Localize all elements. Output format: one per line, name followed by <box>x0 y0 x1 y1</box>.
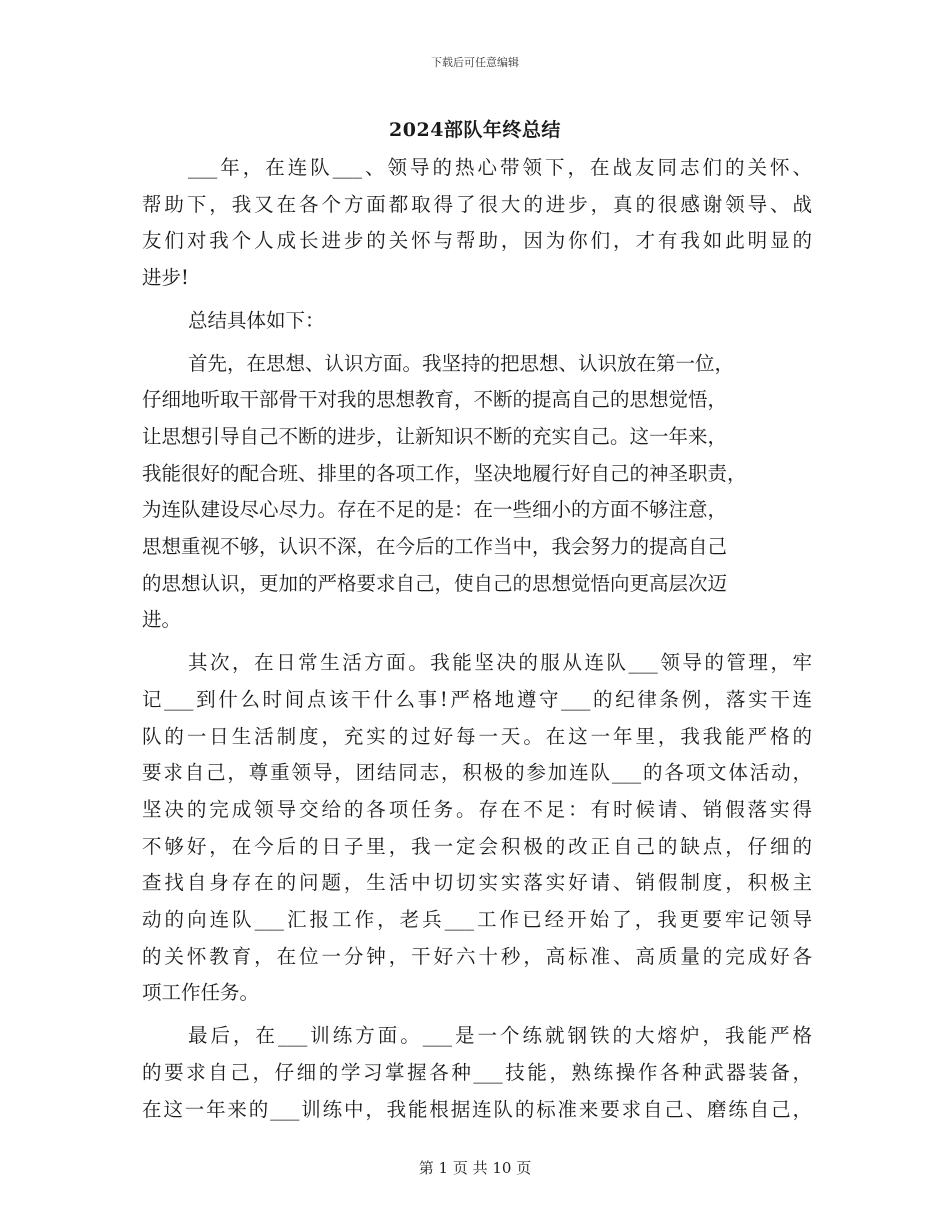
text-line: 为连队建设尽心尽力。存在不足的是：在一些细小的方面不够注意， <box>142 498 728 522</box>
text-line: 的要求自己，仔细的学习掌握各种___技能，熟练操作各种武器装备， <box>142 1060 812 1084</box>
text-line: 仔细地听取干部骨干对我的思想教育，不断的提高自己的思想觉悟， <box>142 388 728 412</box>
paragraph <box>142 303 812 340</box>
document-title: 2024部队年终总结 <box>389 119 561 141</box>
text-line: 动的向连队___汇报工作，老兵___工作已经开始了，我更要牢记领导 <box>142 908 812 932</box>
text-line: 在这一年来的___训练中，我能根据连队的标准来要求自己、磨练自己， <box>142 1097 812 1121</box>
paragraph <box>142 1018 812 1128</box>
paragraph <box>142 150 812 297</box>
text-line: 进。 <box>142 608 182 632</box>
text-line: ___年，在连队___、领导的热心带领下，在战友同志们的关怀、 <box>188 156 812 179</box>
text-line: 我能很好的配合班、排里的各项工作，坚决地履行好自己的神圣职责， <box>142 461 747 485</box>
text-line: 其次，在日常生活方面。我能坚决的服从连队___领导的管理，牢 <box>188 651 812 675</box>
text-line: 记___到什么时间点该干什么事!严格地遵守___的纪律条例，落实干连 <box>142 687 812 711</box>
text-line: 思想重视不够，认识不深，在今后的工作当中，我会努力的提高自己 <box>142 535 728 559</box>
text-line: 帮助下，我又在各个方面都取得了很大的进步，真的很感谢领导、战 <box>142 192 812 216</box>
text-line: 查找自身存在的问题，生活中切切实实落实好请、销假制度，积极主 <box>142 871 812 895</box>
text-line: 队的一日生活制度，充实的过好每一天。在这一年里，我我能严格的 <box>142 724 812 748</box>
text-line: 友们对我个人成长进步的关怀与帮助，因为你们，才有我如此明显的 <box>142 229 812 253</box>
text-line: 的思想认识，更加的严格要求自己，使自己的思想觉悟向更高层次迈 <box>142 571 728 595</box>
text-line: 坚决的完成领导交给的各项任务。存在不足：有时候请、销假落实得 <box>142 797 812 821</box>
paragraph <box>142 346 812 640</box>
page-header-note: 下载后可任意编辑 <box>431 56 519 69</box>
paragraph <box>142 645 812 1012</box>
text-line: 项工作任务。 <box>142 981 260 1005</box>
text-line: 最后，在___训练方面。___是一个练就钢铁的大熔炉，我能严格 <box>188 1024 812 1048</box>
page-number-footer: 第 1 页 共 10 页 <box>418 1159 532 1177</box>
text-line: 让思想引导自己不断的进步，让新知识不断的充实自己。这一年来， <box>142 424 728 448</box>
document-body <box>142 150 812 1128</box>
text-line: 总结具体如下： <box>188 308 325 332</box>
text-line: 进步! <box>142 266 189 290</box>
text-line: 的关怀教育，在位一分钟，干好六十秒，高标准、高质量的完成好各 <box>142 944 812 968</box>
text-line: 不够好，在今后的日子里，我一定会积极的改正自己的缺点，仔细的 <box>142 834 812 858</box>
text-line: 要求自己，尊重领导，团结同志，积极的参加连队___的各项文体活动， <box>142 761 812 785</box>
text-line: 首先，在思想、认识方面。我坚持的把思想、认识放在第一位， <box>188 351 735 375</box>
